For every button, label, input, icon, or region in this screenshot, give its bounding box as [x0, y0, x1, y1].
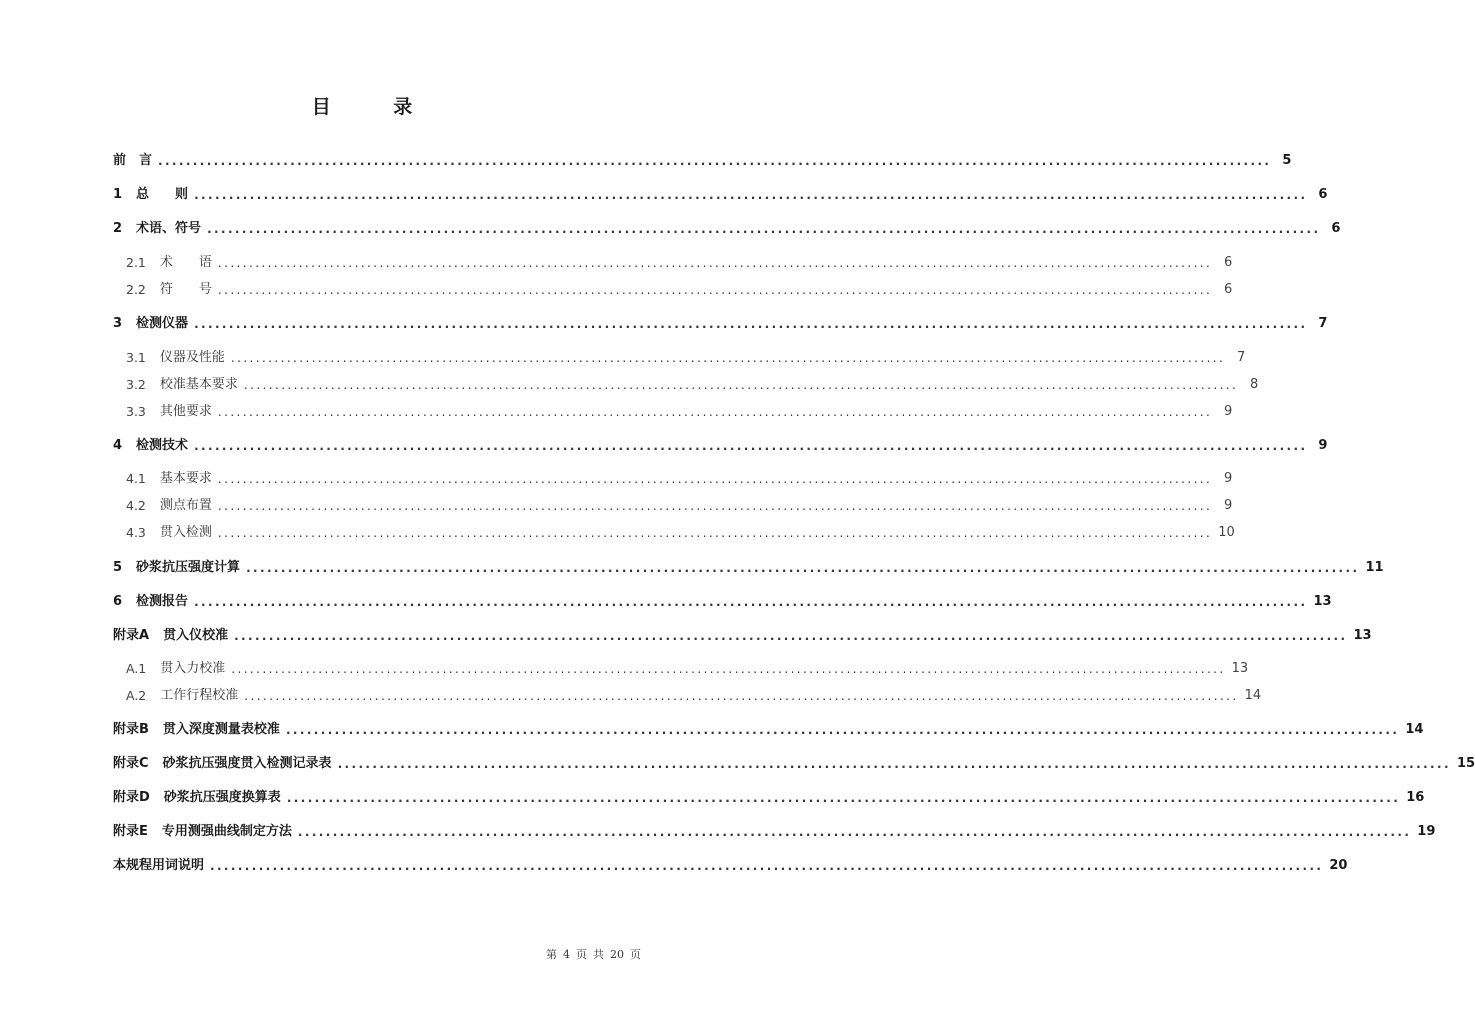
- dot-leader: ................................................................................................................................................................: [285, 723, 1400, 737]
- toc-entry: [113, 853, 1348, 873]
- toc-entry-label: 测点布置: [159, 498, 212, 513]
- toc-entry-page: 6: [1318, 187, 1328, 202]
- toc-entry-label: 砂浆抗压强度计算: [136, 560, 241, 575]
- toc-entry-page: 6: [1331, 221, 1341, 236]
- toc-entry-number: 4: [113, 438, 123, 453]
- toc-entry-number: A.2: [126, 688, 147, 703]
- toc-entry-page: 13: [1231, 661, 1249, 676]
- toc-entry-page: 6: [1223, 255, 1233, 270]
- toc-entry: [113, 555, 1384, 575]
- toc-entry-page: 9: [1223, 404, 1233, 419]
- toc-entry-number: 2.2: [126, 282, 146, 297]
- toc-entry-number: 1: [113, 187, 123, 202]
- dot-leader: ................................................................................................................................................................: [297, 825, 1412, 839]
- footer-total-word: 共: [593, 948, 604, 961]
- toc-entry-label: 本规程用词说明: [113, 858, 205, 873]
- toc-entry-number: 4.3: [126, 525, 146, 540]
- toc-entry: [126, 683, 1262, 703]
- toc-entry-label: 术语、符号: [136, 221, 202, 236]
- dot-leader: ................................................................................................................................................................: [246, 561, 1360, 575]
- dot-leader: ................................................................................................................................................................: [243, 378, 1239, 392]
- toc-entry: [113, 148, 1292, 168]
- toc-entry-number: 4.1: [126, 471, 146, 486]
- dot-leader: ................................................................................................................................................................: [230, 351, 1226, 365]
- toc-entry: [126, 250, 1233, 270]
- toc-entry-page: 6: [1223, 282, 1233, 297]
- toc-entry-label: 基本要求: [159, 471, 212, 486]
- toc-entry-number: 5: [113, 560, 123, 575]
- toc-entry-page: 9: [1223, 498, 1233, 513]
- dot-leader: ................................................................................................................................................................: [210, 859, 1324, 873]
- dot-leader: ................................................................................................................................................................: [217, 283, 1213, 297]
- toc-entry-page: 15: [1456, 756, 1475, 771]
- toc-entry: [126, 520, 1235, 540]
- toc-entry-label: 总 则: [136, 187, 189, 202]
- dot-leader: ................................................................................................................................................................: [207, 222, 1321, 236]
- toc-entry-label: 检测技术: [136, 438, 189, 453]
- toc-entry-label: 校准基本要求: [159, 377, 238, 392]
- toc-entry-label: 砂浆抗压强度贯入检测记录表: [162, 756, 332, 771]
- toc-entry: [113, 785, 1425, 805]
- toc-entry-label: 检测仪器: [136, 316, 189, 331]
- toc-entry-page: 11: [1365, 560, 1384, 575]
- dot-leader: ................................................................................................................................................................: [194, 595, 1308, 609]
- toc-entry-label: 贯入仪校准: [163, 628, 229, 643]
- page-title: 目 录: [311, 96, 441, 118]
- toc-entry-page: 7: [1318, 316, 1328, 331]
- toc-entry-number: 4.2: [126, 498, 146, 513]
- toc-entry: [113, 216, 1341, 236]
- footer-current-page: 4: [563, 948, 570, 961]
- toc-entry-page: 5: [1282, 153, 1292, 168]
- page-footer: [540, 946, 641, 962]
- toc-entry-page: 9: [1318, 438, 1328, 453]
- toc-entry-number: 2.1: [126, 255, 146, 270]
- dot-leader: ................................................................................................................................................................: [217, 256, 1213, 270]
- toc-entry: [126, 466, 1233, 486]
- footer-total-pages: 20: [610, 948, 624, 961]
- toc-entry-number: 3.3: [126, 404, 146, 419]
- toc-entry-label: 其他要求: [159, 404, 212, 419]
- toc-entry-page: 9: [1223, 471, 1233, 486]
- toc-entry: [113, 182, 1328, 202]
- toc-entry-page: 14: [1405, 722, 1424, 737]
- toc-entry-page: 14: [1244, 688, 1262, 703]
- dot-leader: ................................................................................................................................................................: [231, 662, 1226, 676]
- toc-entry-page: 8: [1249, 377, 1259, 392]
- dot-leader: ................................................................................................................................................................: [234, 629, 1348, 643]
- toc-entry: [126, 345, 1246, 365]
- toc-entry-label: 符 号: [159, 282, 212, 297]
- toc-entry-number: 3.1: [126, 350, 146, 365]
- footer-prefix: 第: [546, 948, 557, 961]
- toc-entry-label: 仪器及性能: [159, 350, 225, 365]
- toc-entry: [126, 493, 1233, 513]
- toc-entry-label: 检测报告: [136, 594, 189, 609]
- toc-entry-number: 3.2: [126, 377, 146, 392]
- toc-entry-number: 附录E: [113, 824, 148, 839]
- toc-entry-label: 前 言: [113, 153, 153, 168]
- toc-entry: [113, 623, 1372, 643]
- toc-entry: [113, 751, 1475, 771]
- dot-leader: ................................................................................................................................................................: [194, 439, 1308, 453]
- toc-entry-label: 砂浆抗压强度换算表: [163, 790, 281, 805]
- toc-entry-label: 贯入检测: [159, 525, 212, 540]
- dot-leader: ................................................................................................................................................................: [217, 472, 1213, 486]
- dot-leader: ................................................................................................................................................................: [194, 188, 1308, 202]
- toc-entry: [113, 311, 1328, 331]
- toc-entry-label: 专用测强曲线制定方法: [161, 824, 292, 839]
- dot-leader: ................................................................................................................................................................: [194, 317, 1308, 331]
- toc-entry-number: 附录C: [113, 756, 149, 771]
- footer-page-word: 页: [576, 948, 587, 961]
- toc-entry-number: A.1: [126, 661, 147, 676]
- dot-leader: ................................................................................................................................................................: [337, 757, 1451, 771]
- toc-entry-number: 附录A: [113, 628, 150, 643]
- toc-entry-number: 3: [113, 316, 123, 331]
- toc-entry: [113, 433, 1328, 453]
- toc-entry-page: 20: [1329, 858, 1348, 873]
- toc-entry: [113, 717, 1424, 737]
- footer-suffix: 页: [630, 948, 641, 961]
- toc-entry-number: 6: [113, 594, 123, 609]
- toc-entry-number: 附录D: [113, 790, 150, 805]
- toc-entry: [126, 399, 1233, 419]
- toc-entry: [126, 277, 1233, 297]
- toc-entry-page: 10: [1218, 525, 1235, 540]
- toc-entry-label: 术 语: [159, 255, 212, 270]
- toc-entry-page: 19: [1417, 824, 1436, 839]
- toc-entry-number: 附录B: [113, 722, 149, 737]
- toc-entry-page: 13: [1313, 594, 1332, 609]
- toc-entry-number: 2: [113, 221, 123, 236]
- dot-leader: ................................................................................................................................................................: [244, 689, 1239, 703]
- toc-entry: [126, 372, 1259, 392]
- toc-entry: [126, 656, 1249, 676]
- dot-leader: ................................................................................................................................................................: [158, 154, 1272, 168]
- toc-entry: [113, 819, 1436, 839]
- toc-entry-label: 贯入力校准: [160, 661, 226, 676]
- dot-leader: ................................................................................................................................................................: [217, 526, 1213, 540]
- toc-entry-page: 7: [1236, 350, 1246, 365]
- toc-entry: [113, 589, 1332, 609]
- toc-entry-label: 工作行程校准: [160, 688, 239, 703]
- toc-entry-page: 16: [1406, 790, 1425, 805]
- toc-entry-label: 贯入深度测量表校准: [162, 722, 280, 737]
- dot-leader: ................................................................................................................................................................: [217, 405, 1213, 419]
- toc-entry-page: 13: [1353, 628, 1372, 643]
- dot-leader: ................................................................................................................................................................: [217, 499, 1213, 513]
- dot-leader: ................................................................................................................................................................: [286, 791, 1401, 805]
